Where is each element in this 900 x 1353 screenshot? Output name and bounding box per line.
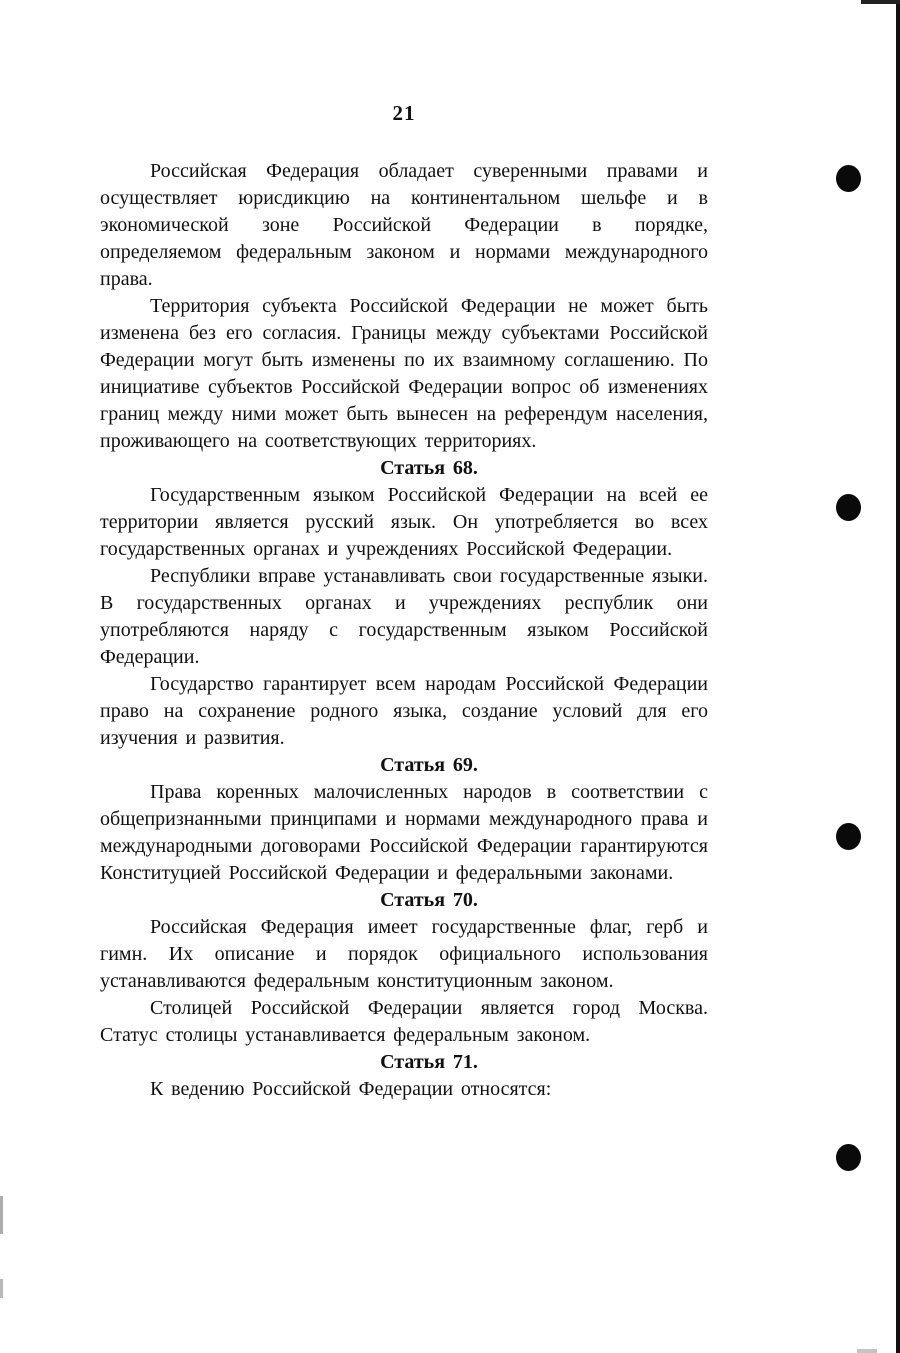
article-70-heading: Статья 70. xyxy=(380,889,478,911)
article-68-paragraph: Государственным языком Российской Федерации на всей ее территории является русский язык. Он употребляется во всех государственных органах и учреждениях Российской Федерации. xyxy=(100,484,708,560)
scan-edge-line-right xyxy=(896,0,900,1353)
scan-smudge xyxy=(0,1196,3,1234)
article-71-heading: Статья 71. xyxy=(380,1051,478,1073)
punch-hole-mark xyxy=(836,1144,861,1171)
article-70-paragraph: Российская Федерация имеет государственные флаг, герб и гимн. Их описание и порядок официального использования устанавливаются федеральным конституционным законом. xyxy=(100,916,708,992)
scan-smudge xyxy=(857,1349,877,1353)
punch-hole-mark xyxy=(836,165,861,192)
punch-hole-mark xyxy=(836,823,861,850)
scan-smudge xyxy=(0,1279,3,1298)
intro-paragraph: Территория субъекта Российской Федерации не может быть изменена без его согласия. Границы между субъектами Российской Федерации могут быть изменены по их взаимному соглашению. По инициативе субъектов Российской Федерации вопрос об изменениях границ между ними может быть вынесен на референдум населения, проживающего на соответствующих территориях. xyxy=(100,295,708,452)
intro-paragraph: Российская Федерация обладает суверенными правами и осуществляет юрисдикцию на континентальном шельфе и в экономической зоне Российской Федерации в порядке, определяемом федеральным законом и нормами международного права. xyxy=(100,160,708,290)
article-71-paragraph: К ведению Российской Федерации относятся: xyxy=(150,1078,552,1100)
article-68-paragraph: Республики вправе устанавливать свои государственные языки. В государственных органах и учреждениях республик они употребляются наряду с государственным языком Российской Федерации. xyxy=(100,565,708,668)
article-68-heading: Статья 68. xyxy=(380,457,478,479)
scan-edge-bar-top xyxy=(861,0,900,4)
page-number: 21 xyxy=(392,101,416,125)
article-69-heading: Статья 69. xyxy=(380,754,478,776)
article-70-paragraph: Столицей Российской Федерации является город Москва. Статус столицы устанавливается федеральным законом. xyxy=(100,997,708,1046)
document-text-block xyxy=(100,158,708,1103)
article-68-paragraph: Государство гарантирует всем народам Российской Федерации право на сохранение родного языка, создание условий для его изучения и развития. xyxy=(100,673,708,749)
article-69-paragraph: Права коренных малочисленных народов в соответствии с общепризнанными принципами и нормами международного права и международными договорами Российской Федерации гарантируются Конституцией Российской Федерации и федеральными законами. xyxy=(100,781,708,884)
punch-hole-mark xyxy=(836,494,861,521)
